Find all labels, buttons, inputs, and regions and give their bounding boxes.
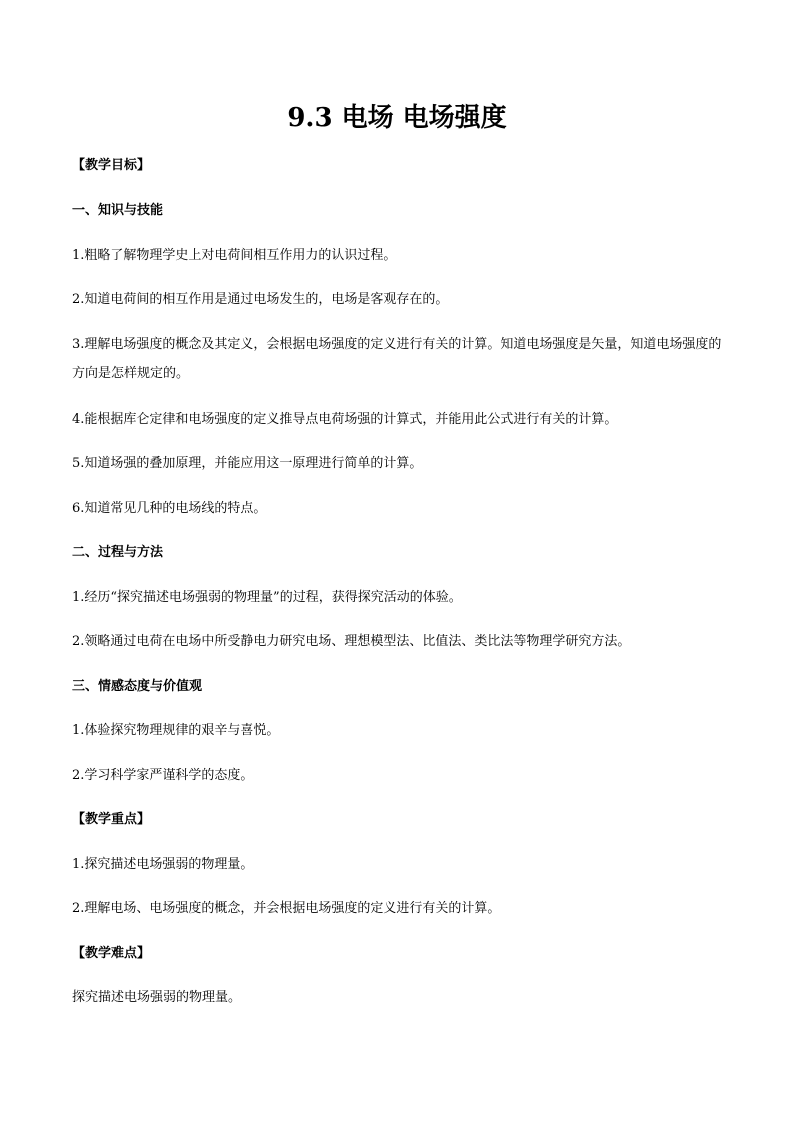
page-title: 9.3 电场 电场强度 bbox=[287, 103, 507, 133]
difficulties-item-1: 探究描述电场强弱的物理量。 bbox=[72, 990, 242, 1005]
process-item-2: 2.领略通过电荷在电场中所受静电力研究电场、理想模型法、比值法、类比法等物理学研究方法。 bbox=[72, 634, 631, 649]
emotion-item-2: 2.学习科学家严谨科学的态度。 bbox=[72, 768, 254, 783]
key-points-item-1: 1.探究描述电场强弱的物理量。 bbox=[72, 857, 254, 872]
key-points-item-2: 2.理解电场、电场强度的概念，并会根据电场强度的定义进行有关的计算。 bbox=[72, 901, 501, 916]
knowledge-heading: 一、知识与技能 bbox=[72, 203, 164, 218]
process-item-1: 1.经历“探究描述电场强弱的物理量”的过程，获得探究活动的体验。 bbox=[72, 590, 462, 605]
knowledge-item-2: 2.知道电荷间的相互作用是通过电场发生的，电场是客观存在的。 bbox=[72, 292, 449, 307]
knowledge-item-3: 3.理解电场强度的概念及其定义，会根据电场强度的定义进行有关的计算。知道电场强度是矢量，知道电场强度的方向是怎样规定的。 bbox=[72, 337, 722, 381]
knowledge-item-6: 6.知道常见几种的电场线的特点。 bbox=[72, 501, 267, 516]
key-points-heading: 【教学重点】 bbox=[72, 812, 151, 827]
objectives-heading: 【教学目标】 bbox=[72, 158, 151, 173]
emotion-heading: 三、情感态度与价值观 bbox=[72, 679, 203, 694]
process-heading: 二、过程与方法 bbox=[72, 545, 164, 560]
difficulties-heading: 【教学难点】 bbox=[72, 946, 151, 961]
knowledge-item-4: 4.能根据库仑定律和电场强度的定义推导点电荷场强的计算式，并能用此公式进行有关的计算。 bbox=[72, 412, 618, 427]
knowledge-item-5: 5.知道场强的叠加原理，并能应用这一原理进行简单的计算。 bbox=[72, 456, 423, 471]
emotion-item-1: 1.体验探究物理规律的艰辛与喜悦。 bbox=[72, 723, 280, 738]
knowledge-item-1: 1.粗略了解物理学史上对电荷间相互作用力的认识过程。 bbox=[72, 248, 397, 263]
